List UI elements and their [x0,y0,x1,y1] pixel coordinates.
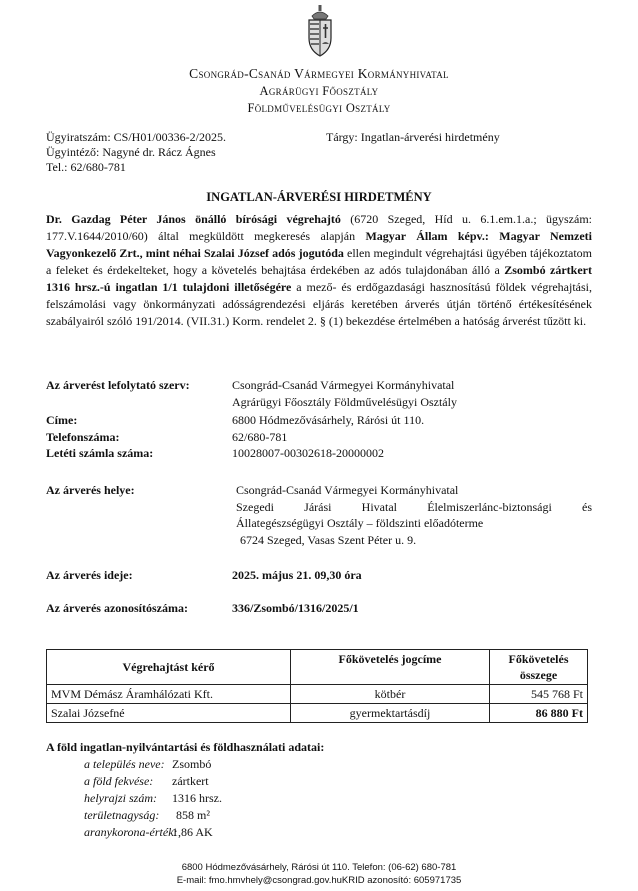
dept-name: Agrárügyi Főosztály [259,84,379,98]
column-header: Főkövetelés jogcíme [291,650,490,685]
land-value: 1,86 AK [172,825,213,839]
address-label: Címe: [46,413,78,427]
coat-of-arms-icon [303,4,337,58]
venue-line3: Állategészségügyi Osztály – földszinti előadóterme [236,516,484,530]
claims-table [46,649,588,723]
table-cell: 545 768 Ft [490,685,588,704]
date-label: Az árverés ideje: [46,568,133,582]
officer-phone: Tel.: 62/680-781 [46,160,126,174]
land-value: zártkert [172,774,209,788]
column-header: Végrehajtást kérő [47,650,291,685]
land-value: Zsombó [172,757,212,771]
paragraph-text: ellen megindult végrehajtási ügyében tájékoztatom a feleket és érdekelteket, hogy a követelés behajtása érdekében az adós tulajdonában álló a [46,246,592,277]
land-value: 858 m² [176,808,210,822]
auction-id-value: 336/Zsombó/1316/2025/1 [232,601,359,615]
table-cell: kötbér [291,685,490,704]
phone-value: 62/680-781 [232,430,288,444]
table-header-row [47,650,588,685]
address-value: 6800 Hódmezővásárhely, Rárósi út 110. [232,413,425,427]
footer-contact: E-mail: fmo.hmvhely@csongrad.gov.huKRID azonosító: 605971735 [176,875,462,886]
bailiff-name: Dr. Gazdag Péter János önálló bírósági végrehajtó [46,212,341,226]
table-cell: Szalai Józsefné [47,704,291,723]
subject: Tárgy: Ingatlan-árverési hirdetmény [326,130,500,144]
paragraph-text: (6720 Szeged, Híd u. 6.1.em.1.a.; ügyszám: 177.V.1644/2010/60) által megküldött megkeresés alapján [46,212,592,243]
auctioneer-line1: Csongrád-Csanád Vármegyei Kormányhivatal [232,378,455,392]
table-row [47,685,588,704]
footer-address: 6800 Hódmezővásárhely, Rárósi út 110. Telefon: (06-62) 680-781 [181,862,457,873]
venue-line2: Szegedi Járási Hivatal Élelmiszerlánc-biztonsági és [236,500,592,514]
table-cell: MVM Démász Áramhálózati Kft. [47,685,291,704]
land-key: a település neve: [84,757,165,771]
venue-line1: Csongrád-Csanád Vármegyei Kormányhivatal [236,483,459,497]
case-officer: Ügyintéző: Nagyné dr. Rácz Ágnes [46,145,216,159]
case-number: Ügyiratszám: CS/H01/00336-2/2025. [46,130,226,144]
land-key: a föld fekvése: [84,774,154,788]
auction-id-label: Az árverés azonosítószáma: [46,601,188,615]
debtor-name: Magyar Állam képv.: Magyar Nemzeti Vagyonkezelő Zrt., mint néhai Szalai József adós jogutóda [46,229,592,260]
date-value: 2025. május 21. 09,30 óra [232,568,362,582]
property-name: Zsombó zártkert 1316 hrsz.-ú ingatlan 1/1 tulajdoni illetőségére [46,263,592,294]
document-title: INGATLAN-ÁRVERÉSI HIRDETMÉNY [206,190,432,204]
paragraph-text: a mező- és erdőgazdasági hasznosítású földek végrehajtási, felszámolási vagy önkormányzati adósságrendezési eljárás keretében árverés útján történő értékesítésének szabályairól szóló 191/2014. (VII.31.) Korm. rendelet 2. § (1) bekezdése értelmében a hatóság árverést tűzött ki. [46,280,592,328]
account-value: 10028007-00302618-20000002 [232,446,384,460]
auctioneer-line2: Agrárügyi Főosztály Földművelésügyi Osztály [232,395,457,409]
unit-name: Földművelésügyi Osztály [247,101,391,115]
table-cell: 86 880 Ft [490,704,588,723]
table-cell: gyermektartásdíj [291,704,490,723]
org-name: Csongrád-Csanád Vármegyei Kormányhivatal [189,66,449,81]
land-key: aranykorona-érték: [84,825,178,839]
phone-label: Telefonszáma: [46,430,120,444]
column-header: Főkövetelés összege [490,650,588,685]
land-key: területnagyság: [84,808,160,822]
land-key: helyrajzi szám: [84,791,157,805]
notice-paragraph [46,211,592,330]
land-value: 1316 hrsz. [172,791,222,805]
land-data-heading: A föld ingatlan-nyilvántartási és földhasználati adatai: [46,740,325,754]
account-label: Letéti számla száma: [46,446,154,460]
venue-line4: 6724 Szeged, Vasas Szent Péter u. 9. [240,533,417,547]
table-row [47,704,588,723]
auctioneer-label: Az árverést lefolytató szerv: [46,378,190,392]
venue-label: Az árverés helye: [46,483,135,497]
